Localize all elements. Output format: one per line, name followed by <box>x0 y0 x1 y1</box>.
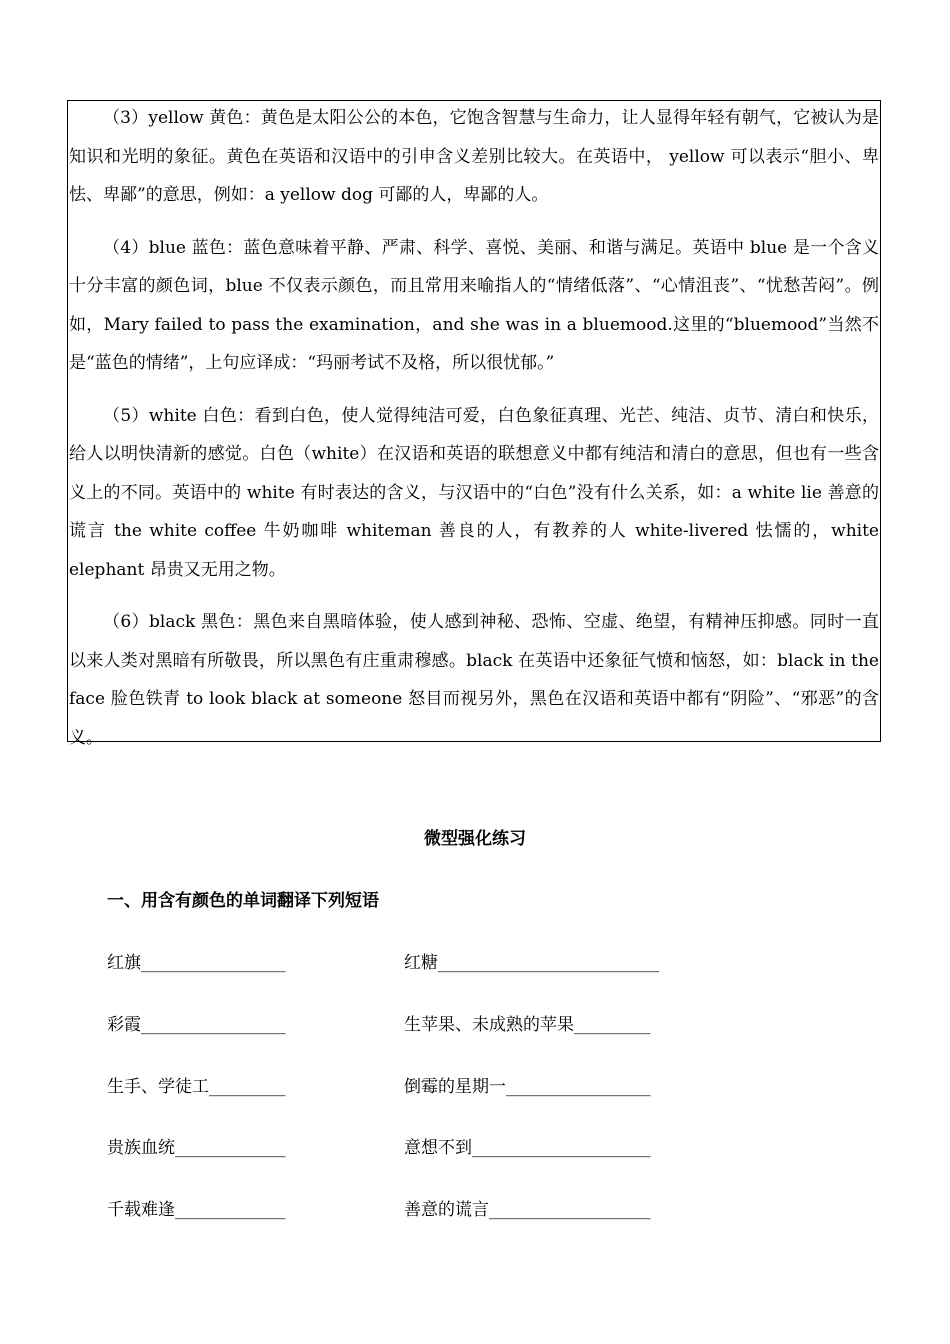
blank-item: 千载难逢_____________ <box>107 1200 286 1220</box>
exercise-title: 微型强化练习 <box>424 829 526 849</box>
paragraph-blue: （4）blue 蓝色：蓝色意味着平静、严肃、科学、喜悦、美丽、和谐与满足。英语中 blue 是一个含义十分丰富的颜色词，blue 不仅表示颜色，而且常用来喻指人的“情绪低落”、“心情沮丧”、“忧愁苦闷”。例如，Mary failed to pass the examination，and she was in a bluemood.这里的“bluemood”当然不是“蓝色的情绪”，上句应译成：“玛丽考试不及格，所以很忧郁。” <box>69 237 879 373</box>
exercise-row <box>107 1195 827 1223</box>
color-meanings-box <box>67 100 881 748</box>
blank-item: 倒霉的星期一_________________ <box>404 1077 651 1097</box>
blank-item: 彩霞_________________ <box>107 1015 286 1035</box>
section-heading: 一、用含有颜色的单词翻译下列短语 <box>107 891 379 911</box>
exercise-row <box>107 948 827 976</box>
blank-item: 贵族血统_____________ <box>107 1138 286 1158</box>
blank-item: 意想不到_____________________ <box>404 1138 651 1158</box>
blank-item: 红旗_________________ <box>107 953 286 973</box>
exercise-row <box>107 1072 827 1100</box>
blank-item: 生手、学徒工_________ <box>107 1077 286 1097</box>
blank-item: 善意的谎言___________________ <box>404 1200 651 1220</box>
blank-item: 生苹果、未成熟的苹果_________ <box>404 1015 651 1035</box>
paragraph-black: （6）black 黑色：黑色来自黑暗体验，使人感到神秘、恐怖、空虚、绝望，有精神压抑感。同时一直以来人类对黑暗有所敬畏，所以黑色有庄重肃穆感。black 在英语中还象征气愤和恼怒，如：black in the face 脸色铁青 to look black at someone 怒目而视另外，黑色在汉语和英语中都有“阴险”、“邪恶”的含义。 <box>69 612 879 748</box>
paragraph-white: （5）white 白色：看到白色，使人觉得纯洁可爱，白色象征真理、光芒、纯洁、贞节、清白和快乐，给人以明快清新的感觉。白色（white）在汉语和英语的联想意义中都有纯洁和清白的意思，但也有一些含义上的不同。英语中的 white 有时表达的含义，与汉语中的“白色”没有什么关系，如：a white lie 善意的谎言 the white coffee 牛奶咖啡 whiteman 善良的人，有教养的人 white-livered 怯懦的，white elephant 昂贵又无用之物。 <box>69 405 879 580</box>
blank-item: 红糖__________________________ <box>404 953 659 973</box>
paragraph-yellow: （3）yellow 黄色：黄色是太阳公公的本色，它饱含智慧与生命力，让人显得年轻有朝气，它被认为是知识和光明的象征。黄色在英语和汉语中的引申含义差别比较大。在英语中， yellow 可以表示“胆小、卑怯、卑鄙”的意思，例如：a yellow dog 可鄙的人，卑鄙的人。 <box>69 108 879 205</box>
exercise-row <box>107 1010 827 1038</box>
exercise-row <box>107 1133 827 1161</box>
